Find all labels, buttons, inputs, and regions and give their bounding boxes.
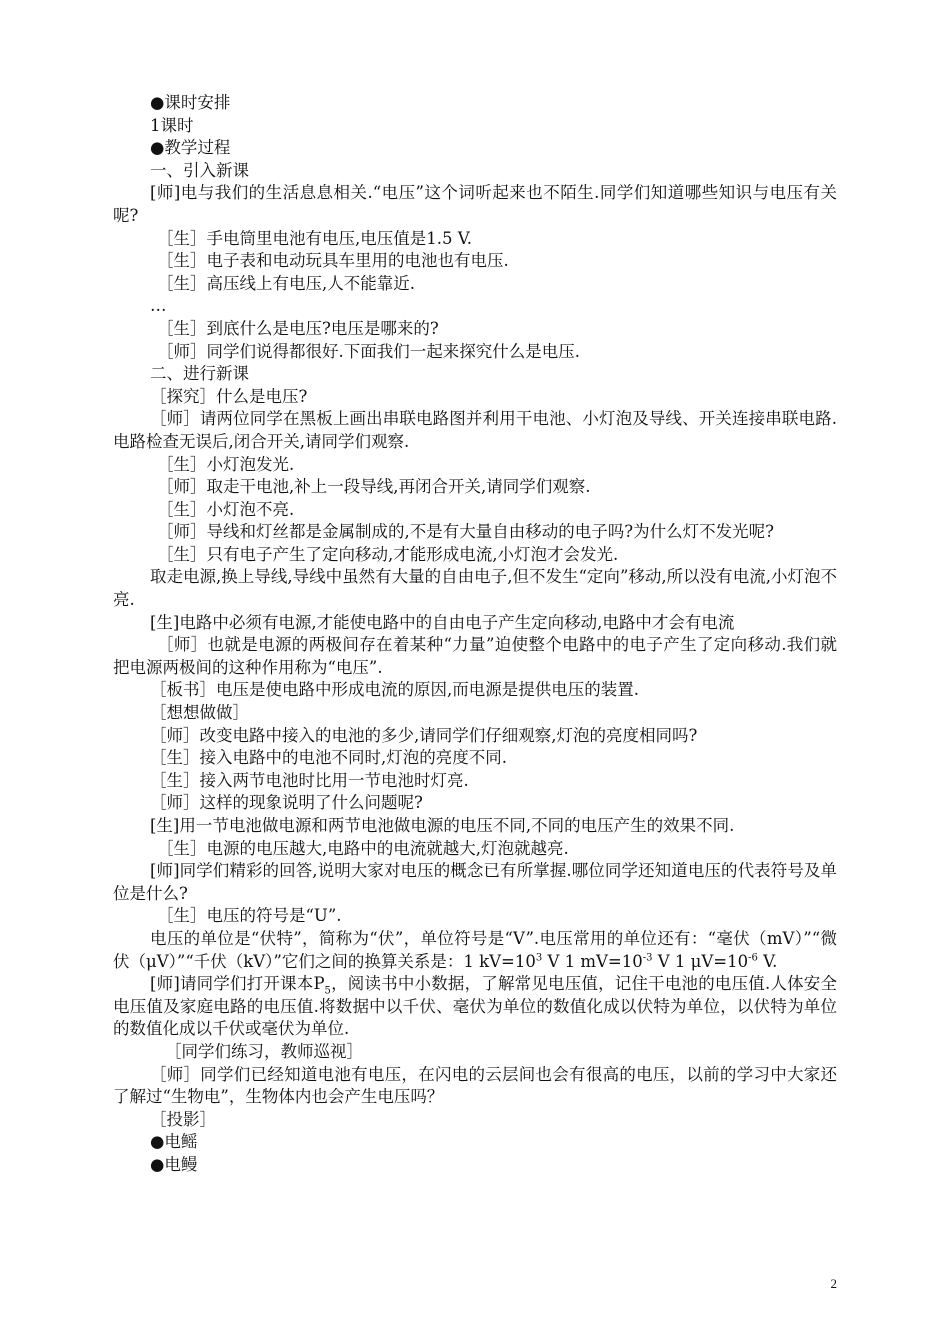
- page-number: 2: [830, 1276, 837, 1291]
- paragraph: [生]电路中必须有电源,才能使电路中的自由电子产生定向移动,电路中才会有电流: [150, 612, 735, 632]
- paragraph: ［师］导线和灯丝都是金属制成的,不是有大量自由移动的电子吗?为什么灯不发光呢?: [157, 522, 774, 542]
- paragraph: ［生］接入两节电池时比用一节电池时灯亮.: [150, 770, 469, 790]
- paragraph: [师]电与我们的生活息息相关.“电压”这个词听起来也不陌生.同学们知道哪些知识与电压有关呢?: [113, 183, 837, 225]
- paragraph: ［生］电压的符号是“U”.: [157, 906, 342, 926]
- page-subscript: 5: [324, 985, 331, 997]
- paragraph: ［师］改变电路中接入的电池的多少,请同学们仔细观察,灯泡的亮度相同吗?: [150, 725, 698, 745]
- units-exponent: -3: [642, 952, 653, 964]
- paragraph: ［投影］: [150, 1109, 216, 1129]
- textbook-paragraph: [113, 973, 837, 1041]
- paragraph: ●电鳗: [150, 1154, 198, 1174]
- units-exponent: -6: [748, 952, 758, 964]
- paragraph: ［师］这样的现象说明了什么问题呢?: [150, 793, 423, 813]
- units-text: V.: [757, 951, 778, 971]
- units-text: V 1 mV=10: [542, 951, 643, 971]
- units-text: V 1 μV=10: [652, 951, 749, 971]
- paragraph: 二、进行新课: [150, 364, 249, 384]
- paragraph: ［师］也就是电源的两极间存在着某种“力量”迫使整个电路中的电子产生了定向移动.我们就把电源两极间的这种作用称为“电压”.: [113, 635, 837, 677]
- textbook-text: ，阅读书中小数据，了解常见电压值，记住干电池的电压值.人体安全电压值及家庭电路的电压值.将数据中以千伏、毫伏为单位的数值化成以伏特为单位，以伏特为单位的数值化成以千伏或毫伏为单位.: [113, 974, 837, 1039]
- textbook-text: [师]请同学们打开课本P: [150, 974, 325, 994]
- paragraph: ［生］电源的电压越大,电路中的电流就越大,灯泡就越亮.: [157, 838, 569, 858]
- paragraph: ［生］接入电路中的电池不同时,灯泡的亮度不同.: [150, 748, 507, 768]
- paragraph: ［生］小灯泡发光.: [157, 454, 295, 474]
- paragraph: ［探究］什么是电压?: [150, 386, 308, 406]
- paragraph: ［生］电子表和电动玩具车里用的电池也有电压.: [157, 251, 509, 271]
- paragraph: ［师］同学们已经知道电池有电压，在闪电的云层间也会有很高的电压，以前的学习中大家还了解过“生物电”，生物体内也会产生电压吗？: [113, 1064, 837, 1107]
- paragraph: 取走电源,换上导线,导线中虽然有大量的自由电子,但不发生“定向”移动,所以没有电流,小灯泡不亮.: [113, 567, 837, 610]
- paragraph: ［生］手电筒里电池有电压,电压值是1.5 V.: [157, 228, 473, 248]
- paragraph: 一、引入新课: [150, 160, 249, 180]
- paragraph: ［生］到底什么是电压?电压是哪来的?: [157, 318, 439, 338]
- paragraph: 1课时: [150, 115, 194, 135]
- paragraph: [师]同学们精彩的回答,说明大家对电压的概念已有所掌握.哪位同学还知道电压的代表符号及单位是什么?: [113, 861, 837, 903]
- paragraph: ●电鳐: [150, 1132, 198, 1152]
- paragraph: ［同学们练习，教师巡视］: [165, 1041, 363, 1061]
- paragraph: ［师］取走干电池,补上一段导线,再闭合开关,请同学们观察.: [157, 477, 591, 497]
- paragraph: ［师］同学们说得都很好.下面我们一起来探究什么是电压.: [157, 341, 580, 361]
- units-exponent: 3: [535, 952, 543, 964]
- paragraph: ［想想做做］: [150, 703, 249, 723]
- tail-paragraph-list: [113, 1041, 837, 1177]
- paragraph: ［师］请两位同学在黑板上画出串联电路图并利用干电池、小灯泡及导线、开关连接串联电路.电路检查无误后,闭合开关,请同学们观察.: [113, 409, 837, 451]
- paragraph: [生]用一节电池做电源和两节电池做电源的电压不同,不同的电压产生的效果不同.: [150, 816, 735, 835]
- paragraph: ［生］小灯泡不亮.: [157, 499, 295, 519]
- units-text: 电压的单位是“伏特”，简称为“伏”，单位符号是“V”.电压常用的单位还有：“毫伏（mV）”“微伏（μV）”“千伏（kV）”它们之间的换算关系是：1 kV=10: [113, 928, 837, 971]
- voltage-units-paragraph: [113, 928, 837, 973]
- document-body: [113, 92, 837, 1177]
- paragraph: …: [150, 296, 167, 316]
- paragraph-list: [113, 92, 837, 928]
- paragraph: ●课时安排: [150, 93, 231, 112]
- paragraph: ［板书］电压是使电路中形成电流的原因,而电源是提供电压的装置.: [150, 680, 639, 700]
- paragraph: ●教学过程: [150, 138, 231, 158]
- paragraph: ［生］只有电子产生了定向移动,才能形成电流,小灯泡才会发光.: [157, 544, 619, 564]
- paragraph: ［生］高压线上有电压,人不能靠近.: [157, 273, 415, 293]
